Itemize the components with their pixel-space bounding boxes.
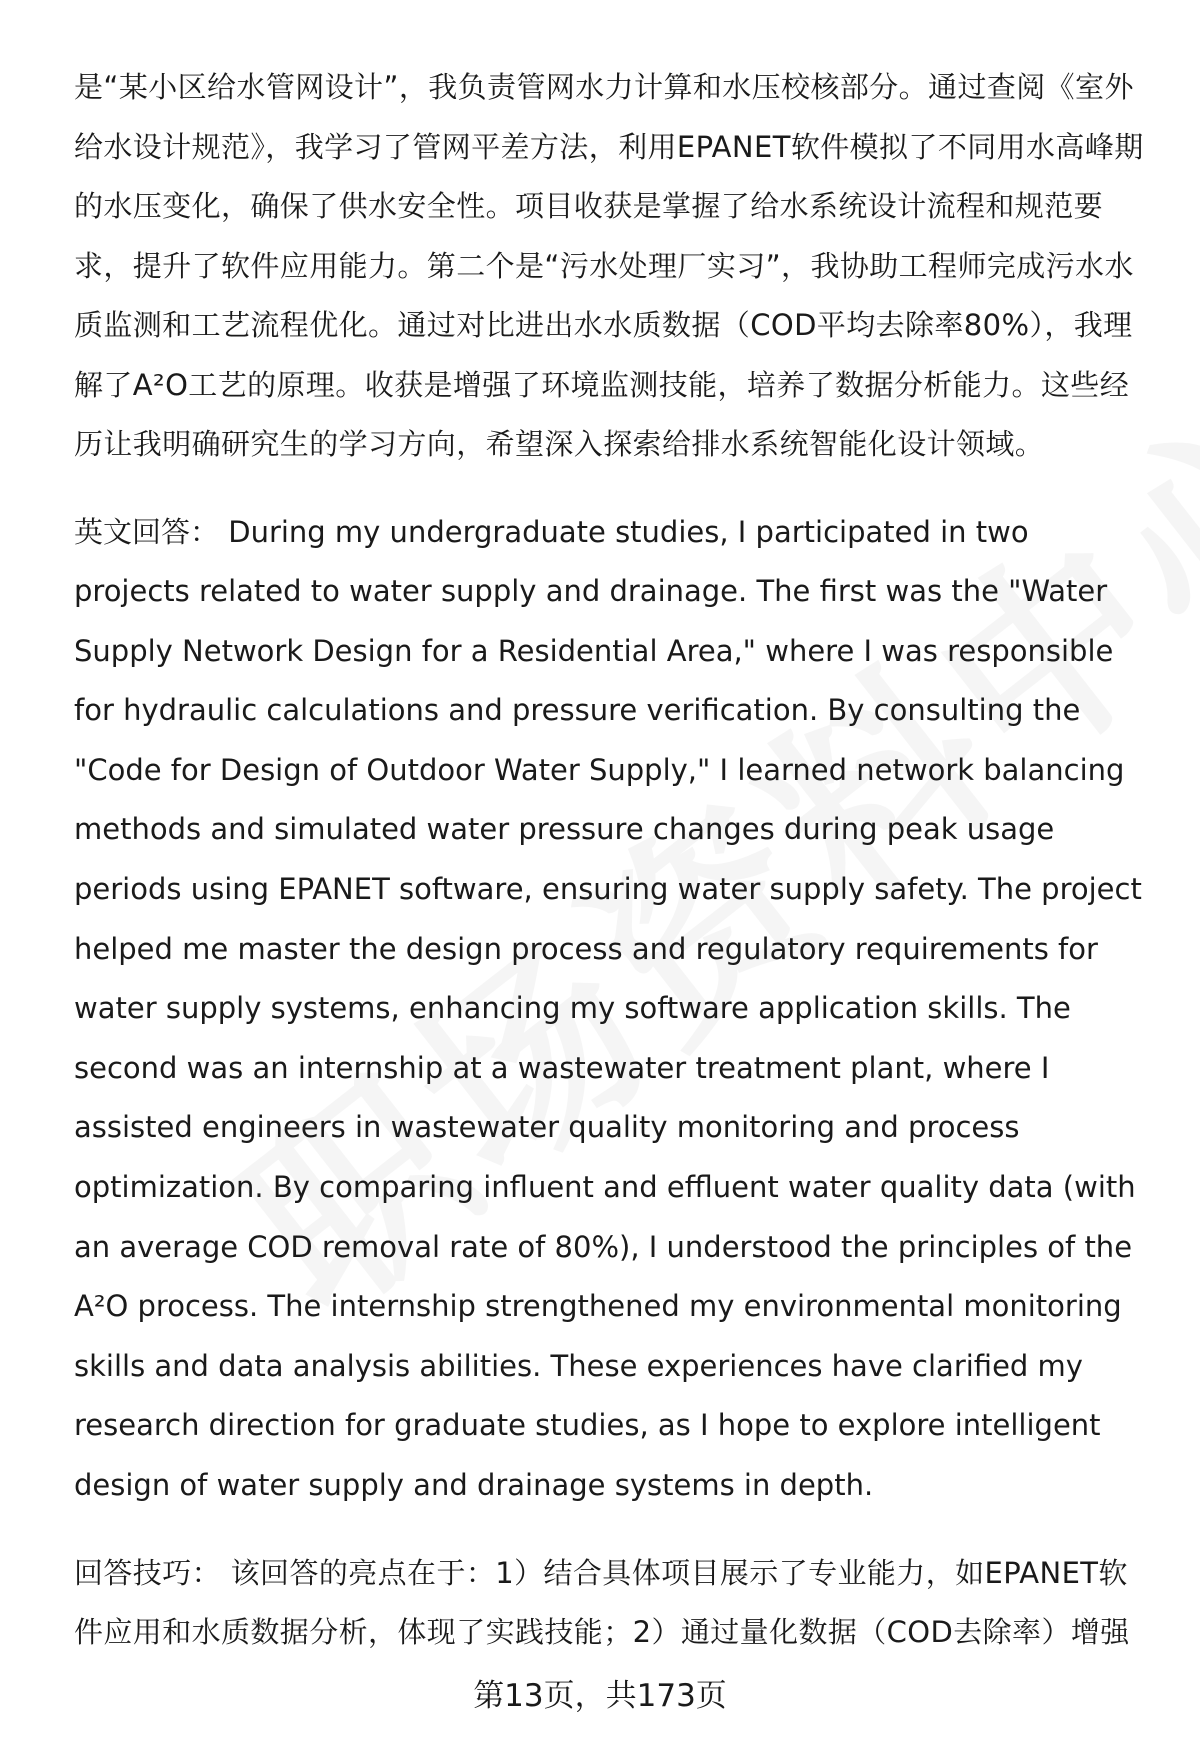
chinese-answer-paragraph: 是“某小区给水管网设计”，我负责管网水力计算和水压校核部分。通过查阅《室外给水设计规范》，我学习了管网平差方法，利用EPANET软件模拟了不同用水高峰期的水压变化，确保了供水安全性。项目收获是掌握了给水系统设计流程和规范要求，提升了软件应用能力。第二个是“污水处理厂实习”，我协助工程师完成污水水质监测和工艺流程优化。通过对比进出水水质数据（COD平均去除率80%），我理解了A²O工艺的原理。收获是增强了环境监测技能，培养了数据分析能力。这些经历让我明确研究生的学习方向，希望深入探索给排水系统智能化设计领域。 [74, 70, 1144, 461]
answer-tips-paragraph [74, 1544, 1152, 1663]
document-content [74, 58, 1152, 1663]
english-answer-text: During my undergraduate studies, I participated in two projects related to water supply and drainage. The first was the "Water Supply Network Design for a Residential Area," where I was responsible for hydraulic calculations and pressure verification. By consulting the "Code for Design of Outdoor Water Supply," I learned network balancing methods and simulated water pressure changes during peak usage periods using EPANET software, ensuring water supply safety. The project helped me master the design process and regulatory requirements for water supply systems, enhancing my software application skills. The second was an internship at a wastewater treatment plant, where I assisted engineers in wastewater quality monitoring and process optimization. By comparing influent and effluent water quality data (with an average COD removal rate of 80%), I understood the principles of the A²O process. The internship strengthened my environmental monitoring skills and data analysis abilities. These experiences have clarified my research direction for graduate studies, as I hope to explore intelligent design of water supply and drainage systems in depth. [74, 514, 1142, 1502]
answer-tips-text: 该回答的亮点在于：1）结合具体项目展示了专业能力，如EPANET软件应用和水质数据分析，体现了实践技能；2）通过量化数据（COD去除率）增强 [74, 1555, 1130, 1650]
english-answer-paragraph [74, 503, 1152, 1516]
answer-tips-label: 回答技巧： [74, 1555, 222, 1590]
english-answer-label: 英文回答： [74, 514, 220, 549]
page-number: 第13页，共173页 [473, 1678, 727, 1714]
